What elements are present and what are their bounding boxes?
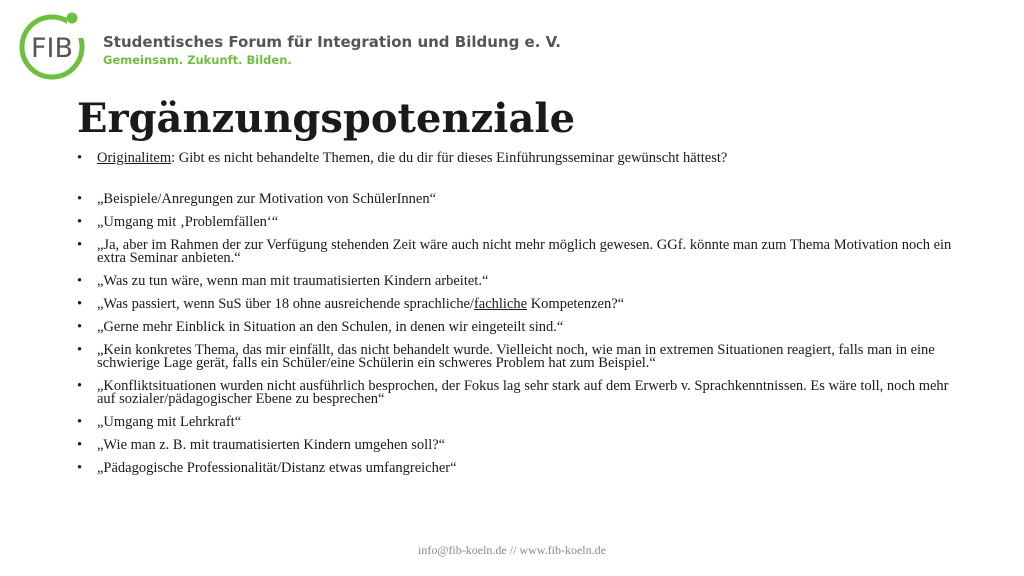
bullet-symbol: • [77, 342, 83, 358]
response-text: „Was passiert, wenn SuS über 18 ohne ausreichende sprachliche/ [97, 296, 474, 312]
bullet-symbol: • [77, 319, 83, 335]
bullet-item [77, 439, 967, 452]
response-text: „Kein konkretes Thema, das mir einfällt, das nicht behandelt wurde. Vielleicht noch, wie man in extremen Situationen reagiert, falls man in eine schwierige Lage gerät, falls ein Schüler/eine Schülerin ein schweres Problem hat zum Beispiel.“ [97, 342, 935, 371]
response-text: Kompetenzen?“ [527, 296, 625, 312]
bullet-list [77, 152, 967, 485]
bullet-item [77, 275, 967, 288]
logo-dot [67, 13, 78, 24]
bullet-item [77, 239, 967, 265]
intro-label: Originalitem [97, 150, 172, 166]
fib-logo [15, 10, 95, 82]
response-text: „Umgang mit Lehrkraft“ [97, 414, 242, 430]
bullet-symbol: • [77, 150, 83, 166]
response-text: „Umgang mit ‚Problemfällen‘“ [97, 214, 279, 230]
org-tagline: Gemeinsam. Zukunft. Bilden. [103, 53, 292, 67]
response-text: „Was zu tun wäre, wenn man mit traumatisierten Kindern arbeitet.“ [97, 273, 489, 289]
org-name: Studentisches Forum für Integration und Bildung e. V. [103, 33, 562, 51]
bullet-item [77, 298, 967, 311]
bullet-item [77, 216, 967, 229]
bullet-symbol: • [77, 437, 83, 453]
response-text: „Beispiele/Anregungen zur Motivation von SchülerInnen“ [97, 191, 437, 207]
bullet-symbol: • [77, 237, 83, 253]
bullet-item [77, 416, 967, 429]
response-text: „Ja, aber im Rahmen der zur Verfügung stehenden Zeit wäre auch nicht mehr möglich gewesen. GGf. könnte man zum Thema Motivation noch ein extra Seminar anbieten.“ [97, 237, 952, 266]
bullet-item [77, 344, 967, 370]
bullet-item [77, 321, 967, 334]
bullet-item [77, 193, 967, 206]
bullet-item [77, 462, 967, 475]
bullet-symbol: • [77, 460, 83, 476]
response-text: „Wie man z. B. mit traumatisierten Kindern umgehen soll?“ [97, 437, 446, 453]
response-text: „Gerne mehr Einblick in Situation an den Schulen, in denen wir eingeteilt sind.“ [97, 319, 564, 335]
response-text: „Konfliktsituationen wurden nicht ausführlich besprochen, der Fokus lag sehr stark auf dem Erwerb v. Sprachkenntnissen. Es wäre toll, noch mehr auf sozialer/pädagogischer Ebene zu besprechen“ [97, 378, 949, 407]
bullet-symbol: • [77, 191, 83, 207]
bullet-intro [77, 152, 967, 165]
bullet-symbol: • [77, 378, 83, 394]
footer-contact: info@fib-koeln.de // www.fib-koeln.de [418, 543, 606, 557]
bullet-item [77, 380, 967, 406]
bullet-symbol: • [77, 296, 83, 312]
logo-text: FIB [30, 33, 74, 64]
response-text: „Pädagogische Professionalität/Distanz etwas umfangreicher“ [97, 460, 457, 476]
slide-title: Ergänzungspotenziale [77, 95, 576, 142]
bullet-symbol: • [77, 214, 83, 230]
response-underlined: fachliche [473, 296, 528, 312]
intro-text: : Gibt es nicht behandelte Themen, die du dir für dieses Einführungsseminar gewünscht hättest? [171, 150, 728, 166]
bullet-symbol: • [77, 273, 83, 289]
bullet-symbol: • [77, 414, 83, 430]
